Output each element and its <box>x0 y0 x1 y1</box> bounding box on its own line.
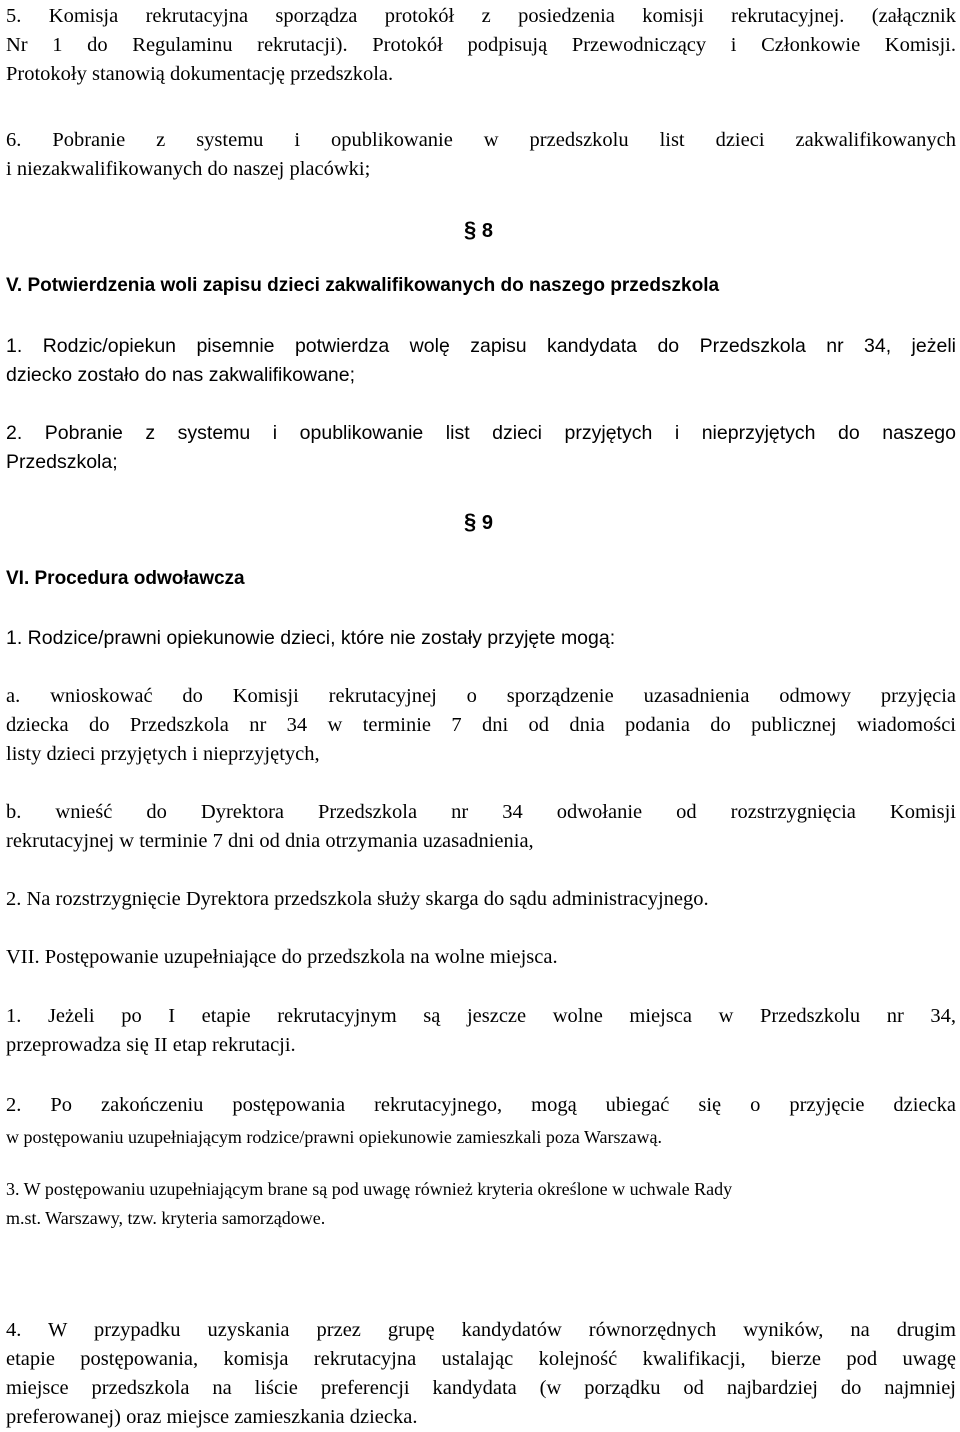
section-number: 9 <box>481 512 493 534</box>
heading-section-v: V. Potwierdzenia woli zapisu dzieci zakwalifikowanych do naszego przedszkola <box>6 275 720 296</box>
heading-section-vii: VII. Postępowanie uzupełniające do przedszkola na wolne miejsca. <box>6 946 558 968</box>
heading-section-vi: VI. Procedura odwoławcza <box>6 568 245 589</box>
item-vi-1: 1. Rodzice/prawni opiekunowie dzieci, które nie zostały przyjęte mogą: <box>6 627 616 649</box>
item-v-2-line-1: 2. Pobranie z systemu i opublikowanie list dzieci przyjętych i nieprzyjętych do naszego <box>6 422 956 444</box>
item-v-2-line-2: Przedszkola; <box>6 451 118 473</box>
item-vi-1-b-line-2: rekrutacyjnej w terminie 7 dni od dnia otrzymania uzasadnienia, <box>6 830 534 852</box>
section-9-marker <box>464 510 493 535</box>
item-vii-2-line-1: 2. Po zakończeniu postępowania rekrutacyjnego, mogą ubiegać się o przyjęcie dziecka <box>6 1094 956 1116</box>
item-vi-1-a-line-2: dziecka do Przedszkola nr 34 w terminie 7 dni od dnia podania do publicznej wiadomości <box>6 714 956 736</box>
section-8-marker <box>464 218 493 243</box>
paragraph-5-line-3: Protokoły stanowią dokumentację przedszkola. <box>6 63 394 85</box>
paragraph-5-line-2: Nr 1 do Regulaminu rekrutacji). Protokół podpisują Przewodniczący i Członkowie Komisji. <box>6 34 956 56</box>
section-sign: § <box>464 217 477 242</box>
paragraph-6-line-1: 6. Pobranie z systemu i opublikowanie w przedszkolu list dzieci zakwalifikowanych <box>6 129 956 151</box>
item-v-1-line-2: dziecko zostało do nas zakwalifikowane; <box>6 364 356 386</box>
paragraph-5-line-1: 5. Komisja rekrutacyjna sporządza protokół z posiedzenia komisji rekrutacyjnej. (załącznik <box>6 5 956 27</box>
item-vii-3-line-1: 3. W postępowaniu uzupełniającym brane są pod uwagę również kryteria określone w uchwale Rady <box>6 1179 733 1199</box>
item-v-1-line-1: 1. Rodzic/opiekun pisemnie potwierdza wolę zapisu kandydata do Przedszkola nr 34, jeżeli <box>6 335 956 357</box>
item-vi-1-b-line-1: b. wnieść do Dyrektora Przedszkola nr 34 odwołanie od rozstrzygnięcia Komisji <box>6 801 956 823</box>
item-vii-3-line-2: m.st. Warszawy, tzw. kryteria samorządowe. <box>6 1208 326 1228</box>
item-vi-1-a-line-1: a. wnioskować do Komisji rekrutacyjnej o sporządzenie uzasadnienia odmowy przyjęcia <box>6 685 956 707</box>
item-vii-1-line-2: przeprowadza się II etap rekrutacji. <box>6 1034 296 1056</box>
section-sign: § <box>464 509 477 534</box>
item-vi-2: 2. Na rozstrzygnięcie Dyrektora przedszkola służy skarga do sądu administracyjnego. <box>6 888 709 910</box>
item-vii-4-line-4: preferowanej) oraz miejsce zamieszkania dziecka. <box>6 1406 418 1428</box>
section-number: 8 <box>481 220 493 242</box>
item-vii-2-line-2: w postępowaniu uzupełniającym rodzice/prawni opiekunowie zamieszkali poza Warszawą. <box>6 1127 662 1147</box>
item-vii-4-line-1: 4. W przypadku uzyskania przez grupę kandydatów równorzędnych wyników, na drugim <box>6 1319 956 1341</box>
item-vii-4-line-2: etapie postępowania, komisja rekrutacyjna ustalając kolejność kwalifikacji, bierze pod uwagę <box>6 1348 956 1370</box>
item-vii-1-line-1: 1. Jeżeli po I etapie rekrutacyjnym są jeszcze wolne miejsca w Przedszkolu nr 34, <box>6 1005 956 1027</box>
item-vi-1-a-line-3: listy dzieci przyjętych i nieprzyjętych, <box>6 743 320 765</box>
item-vii-4-line-3: miejsce przedszkola na liście preferencji kandydata (w porządku od najbardziej do najmniej <box>6 1377 956 1399</box>
paragraph-6-line-2: i niezakwalifikowanych do naszej placówki; <box>6 158 371 180</box>
